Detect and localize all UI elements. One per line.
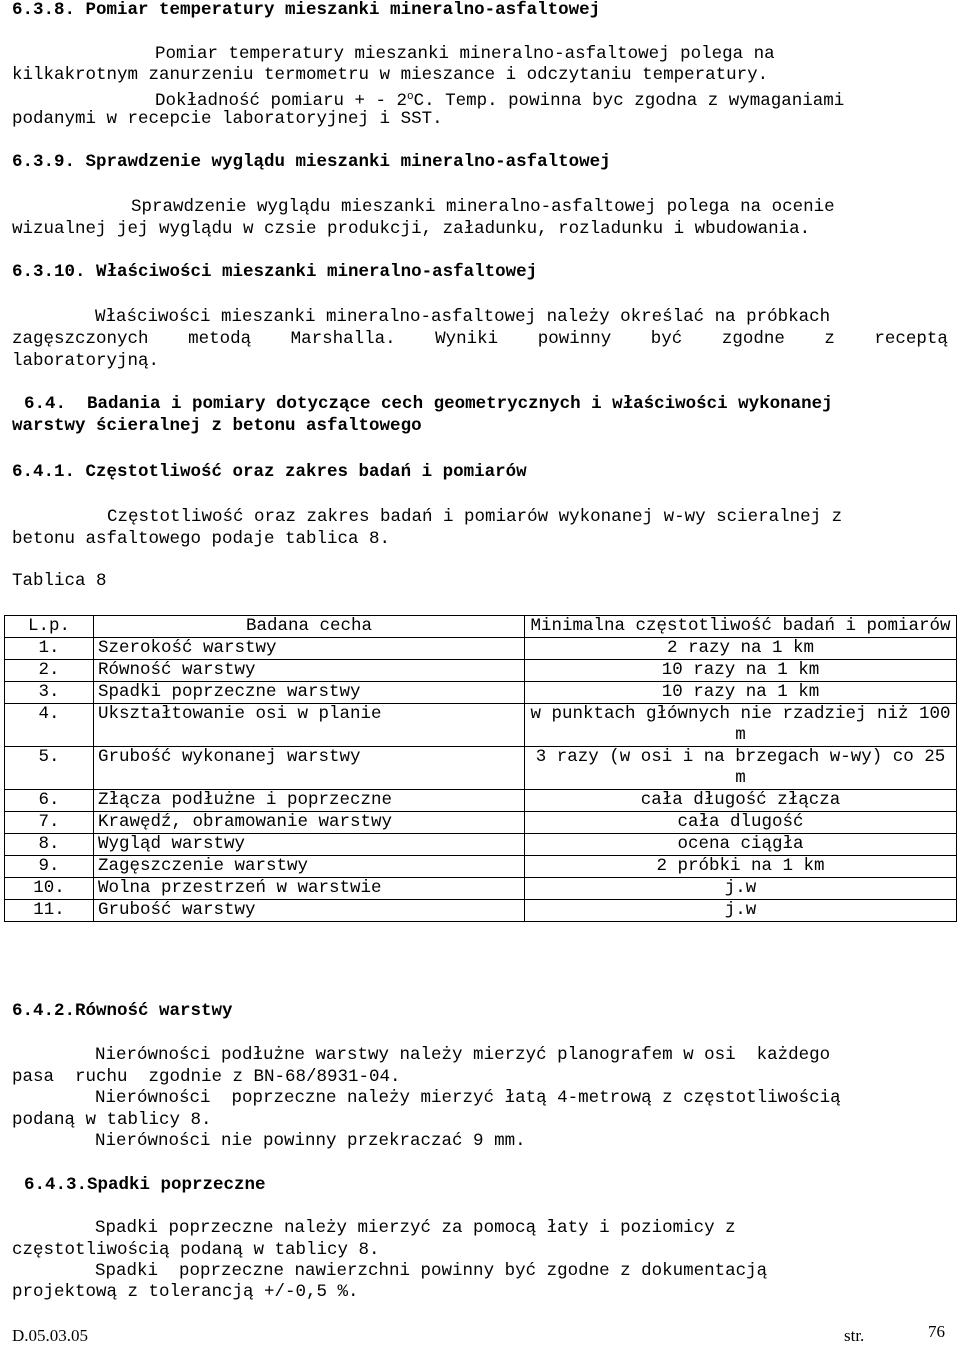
paragraph-line: betonu asfaltowego podaje tablica 8. (12, 529, 391, 549)
section-heading-6-4-3: 6.4.3.Spadki poprzeczne (24, 1175, 266, 1195)
paragraph-line: projektową z tolerancją +/-0,5 %. (12, 1282, 359, 1302)
paragraph-line: Częstotliwość oraz zakres badań i pomiarów wykonanej w-wy scieralnej z (107, 507, 843, 527)
cell-feature: Krawędź, obramowanie warstwy (94, 812, 525, 834)
cell-feature: Spadki poprzeczne warstwy (94, 682, 525, 704)
table-row (5, 856, 957, 878)
table-row (5, 900, 957, 922)
cell-lp: 4. (5, 704, 94, 747)
paragraph-line: częstotliwością podaną w tablicy 8. (12, 1240, 380, 1260)
cell-lp: 6. (5, 790, 94, 812)
degree-sign: o (407, 91, 414, 103)
paragraph-line: Sprawdzenie wyglądu mieszanki mineralno-asfaltowej polega na ocenie (131, 197, 835, 217)
cell-frequency: 10 razy na 1 km (525, 682, 957, 704)
cell-frequency: j.w (525, 900, 957, 922)
cell-frequency: ocena ciągła (525, 834, 957, 856)
cell-frequency: w punktach głównych nie rzadziej niż 100 m (525, 704, 957, 747)
cell-feature: Wygląd warstwy (94, 834, 525, 856)
table-row (5, 747, 957, 790)
accuracy-text-cont: C. Temp. powinna byc zgodna z wymaganiami (413, 91, 845, 111)
section-heading-6-3-10: 6.3.10. Właściwości mieszanki mineralno-asfaltowej (12, 262, 538, 282)
paragraph-line: Spadki poprzeczne należy mierzyć za pomocą łaty i poziomicy z (95, 1218, 736, 1238)
paragraph-line: Nierówności podłużne warstwy należy mierzyć planografem w osi każdego (95, 1045, 831, 1065)
cell-frequency: cała dlugość (525, 812, 957, 834)
table-row (5, 638, 957, 660)
paragraph-line: Właściwości mieszanki mineralno-asfaltowej należy określać na próbkach (95, 307, 831, 327)
cell-lp: 1. (5, 638, 94, 660)
cell-lp: 7. (5, 812, 94, 834)
cell-lp: 3. (5, 682, 94, 704)
paragraph-line: Spadki poprzeczne nawierzchni powinny być zgodne z dokumentacją (95, 1261, 768, 1281)
word: zagęszczonych (12, 329, 149, 349)
paragraph-line-justified (12, 329, 948, 350)
cell-feature: Wolna przestrzeń w warstwie (94, 878, 525, 900)
table-row (5, 878, 957, 900)
table-row (5, 704, 957, 747)
cell-frequency: 2 próbki na 1 km (525, 856, 957, 878)
cell-lp: 9. (5, 856, 94, 878)
paragraph-line: laboratoryjną. (12, 351, 160, 371)
cell-feature: Złącza podłużne i poprzeczne (94, 790, 525, 812)
paragraph-line: podaną w tablicy 8. (12, 1110, 212, 1130)
word: Marshalla. (290, 329, 396, 349)
footer-page-label: str. (844, 1326, 865, 1345)
cell-feature: Zagęszczenie warstwy (94, 856, 525, 878)
paragraph-line: Nierówności nie powinny przekraczać 9 mm. (95, 1131, 526, 1151)
cell-frequency: cała długość złącza (525, 790, 957, 812)
footer-document-code: D.05.03.05 (12, 1326, 89, 1345)
footer-page-number: 76 (928, 1322, 945, 1341)
section-heading-6-3-8: 6.3.8. Pomiar temperatury mieszanki mineralno-asfaltowej (12, 0, 601, 20)
section-heading-6-4: 6.4. Badania i pomiary dotyczące cech geometrycznych i właściwości wykonanej (24, 394, 833, 414)
cell-frequency: j.w (525, 878, 957, 900)
table-row (5, 790, 957, 812)
header-lp: L.p. (5, 616, 94, 638)
section-heading-6-3-9: 6.3.9. Sprawdzenie wyglądu mieszanki mineralno-asfaltowej (12, 152, 611, 172)
cell-frequency: 3 razy (w osi i na brzegach w-wy) co 25 m (525, 747, 957, 790)
paragraph-line: podanymi w recepcie laboratoryjnej i SST. (12, 109, 443, 129)
paragraph-line: Pomiar temperatury mieszanki mineralno-asfaltowej polega na (155, 44, 775, 64)
cell-lp: 5. (5, 747, 94, 790)
cell-feature: Szerokość warstwy (94, 638, 525, 660)
word: Wyniki (435, 329, 499, 349)
section-heading-6-4-2: 6.4.2.Równość warstwy (12, 1001, 233, 1021)
cell-lp: 8. (5, 834, 94, 856)
section-heading-6-4-1: 6.4.1. Częstotliwość oraz zakres badań i pomiarów (12, 462, 527, 482)
cell-feature: Ukształtowanie osi w planie (94, 704, 525, 747)
paragraph-line: kilkakrotnym zanurzeniu termometru w mieszance i odczytaniu temperatury. (12, 65, 769, 85)
accuracy-text: Dokładność pomiaru + - 2 (155, 91, 408, 111)
header-feature: Badana cecha (94, 616, 525, 638)
word: receptą (874, 329, 948, 349)
cell-frequency: 2 razy na 1 km (525, 638, 957, 660)
word: zgodne (721, 329, 785, 349)
paragraph-line: pasa ruchu zgodnie z BN-68/8931-04. (12, 1067, 401, 1087)
cell-frequency: 10 razy na 1 km (525, 660, 957, 682)
header-frequency: Minimalna częstotliwość badań i pomiarów (525, 616, 957, 638)
word: powinny (537, 329, 612, 349)
paragraph-line: wizualnej jej wyglądu w czsie produkcji, załadunku, rozladunku i wbudowania. (12, 219, 811, 239)
table-header-row (5, 616, 957, 638)
word: metodą (188, 329, 252, 349)
table-caption: Tablica 8 (12, 571, 107, 591)
section-heading-6-4-cont: warstwy ścieralnej z betonu asfaltowego (12, 416, 422, 436)
frequency-table (4, 615, 957, 922)
cell-lp: 2. (5, 660, 94, 682)
table-row (5, 812, 957, 834)
cell-feature: Grubość wykonanej warstwy (94, 747, 525, 790)
cell-feature: Grubość warstwy (94, 900, 525, 922)
cell-feature: Równość warstwy (94, 660, 525, 682)
table-row (5, 682, 957, 704)
word: być (650, 329, 683, 349)
cell-lp: 10. (5, 878, 94, 900)
cell-lp: 11. (5, 900, 94, 922)
word: z (824, 329, 835, 349)
table-row (5, 834, 957, 856)
paragraph-line: Nierówności poprzeczne należy mierzyć łatą 4-metrową z częstotliwością (95, 1088, 841, 1108)
table-row (5, 660, 957, 682)
